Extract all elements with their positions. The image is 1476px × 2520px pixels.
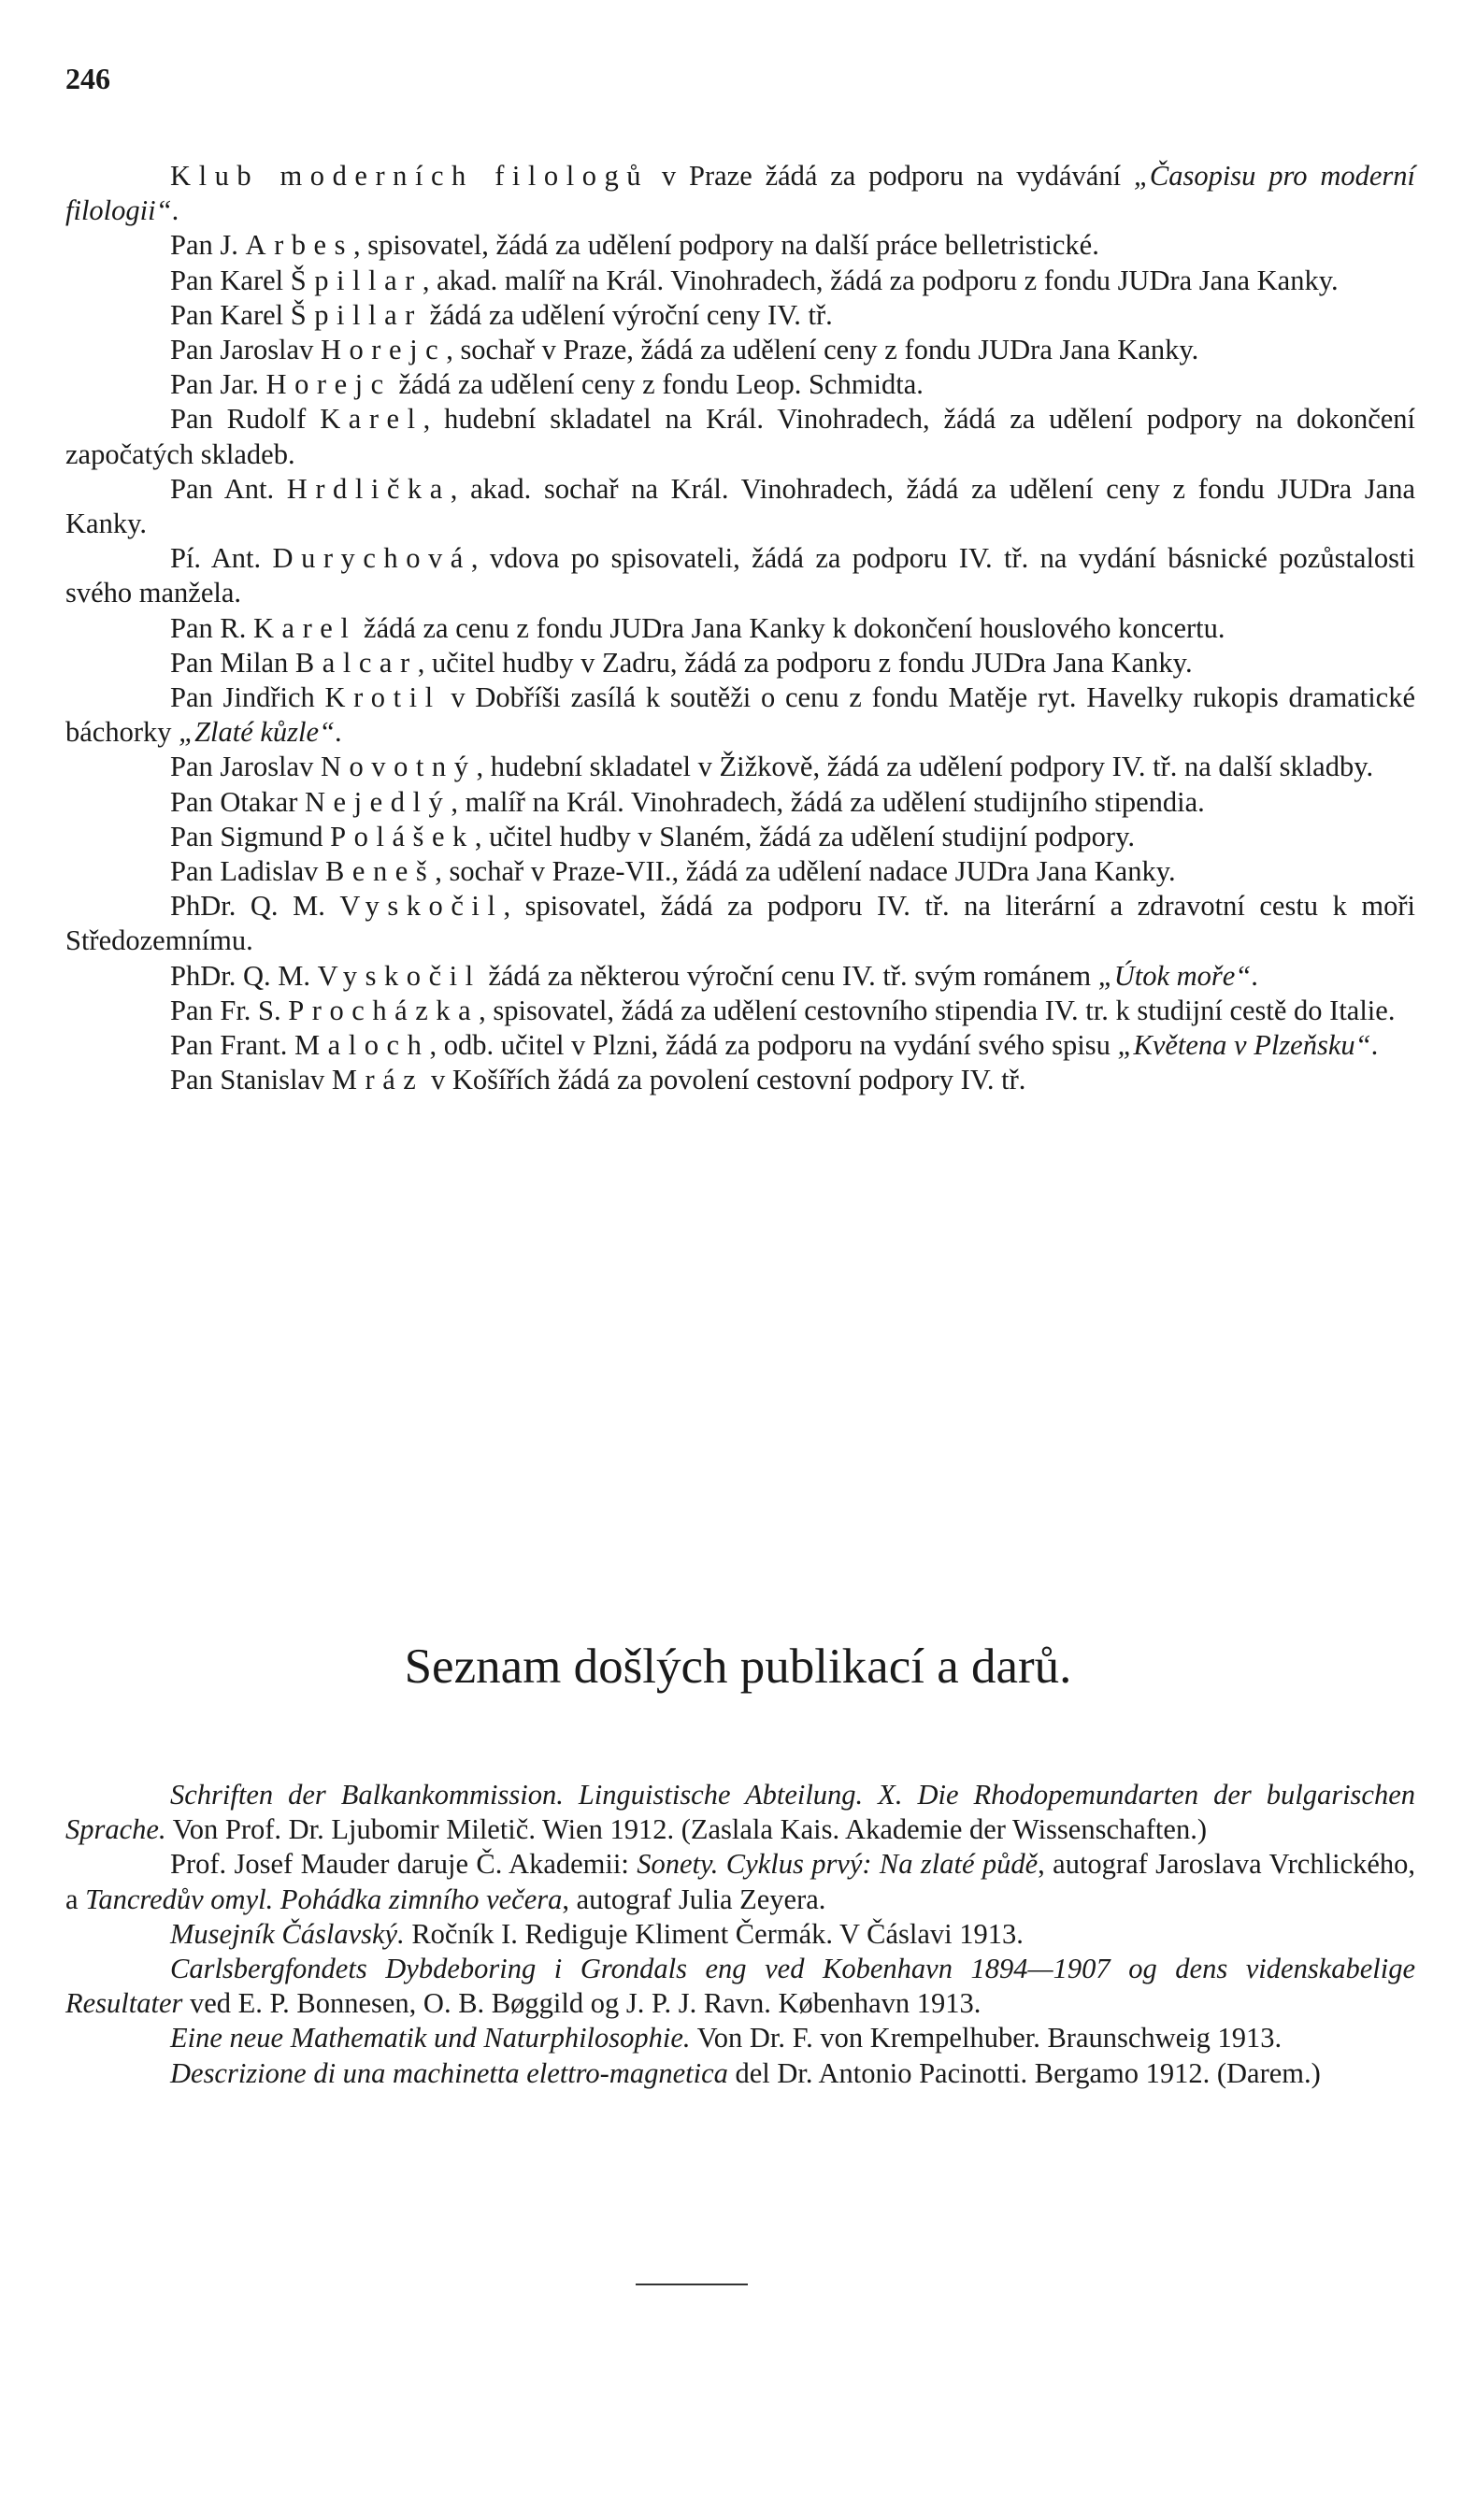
entry-text: Ročník I. Rediguje Kliment Čermák. V Čáslavi 1913. <box>404 1917 1024 1950</box>
entry-text: Pan R. <box>170 611 253 644</box>
entry-text: , učitel hudby v Zadru, žádá za podporu z fondu JUDra Jana Kanky. <box>417 646 1193 679</box>
request-entry <box>65 994 1415 1028</box>
request-entry <box>65 472 1415 541</box>
entry-text: žádá za cenu z fondu JUDra Jana Kanky k dokončení houslového koncertu. <box>356 611 1225 644</box>
entry-text: Pan Fr. S. <box>170 994 289 1026</box>
publication-entry <box>65 1917 1415 1952</box>
title-italic: Tancredův omyl. Pohádka zimního večera <box>85 1883 563 1915</box>
entry-text: . <box>1370 1029 1379 1062</box>
person-name: Procházka <box>288 994 480 1026</box>
title-italic: „Zlaté kůzle“ <box>179 716 336 749</box>
person-name: Nejedlý <box>304 785 451 818</box>
publication-entry <box>65 1952 1415 2021</box>
entry-text: , autograf Julia Zeyera. <box>562 1883 826 1915</box>
title-italic: Musejník Čáslavský. <box>170 1917 405 1950</box>
entry-text: Pan Ladislav <box>170 855 326 888</box>
entry-text: , učitel hudby v Slaném, žádá za udělení studijní podpory. <box>474 820 1135 852</box>
person-name: Horejc <box>265 368 392 401</box>
title-italic: Carlsbergfondets Dybdeboring i Grondals eng ved Kobenhavn 1894—1907 og dens videnskabelige Resultater <box>65 1953 1415 2020</box>
requests-list <box>65 159 1415 1097</box>
person-name: Krotil <box>324 681 441 714</box>
entry-text: Pan J. <box>170 229 246 262</box>
entry-text: Pan Jaroslav <box>170 334 321 366</box>
entry-text: Pan Karel <box>170 298 291 331</box>
title-italic: „Květena v Plzeňsku“ <box>1117 1029 1371 1062</box>
person-name: Karel <box>252 611 357 644</box>
publication-entry <box>65 2021 1415 2055</box>
entry-text: , akad. sochař na Král. Vinohradech, žádá za udělení ceny z fondu JUDra Jana Kanky. <box>65 472 1415 540</box>
person-name: Balcar <box>294 646 418 679</box>
entry-text: . <box>1251 959 1258 992</box>
person-name: Špillar <box>290 298 423 331</box>
section-heading: Seznam došlých publikací a darů. <box>404 1639 1072 1694</box>
person-name: Špillar <box>290 264 423 296</box>
entry-text: v Dobříši zasílá k soutěži o cenu z fondu Matěje ryt. Havelky rukopis dramatické báchorky <box>65 681 1416 749</box>
closing-rule <box>636 2284 748 2285</box>
publication-entry <box>65 1847 1415 1916</box>
request-entry <box>65 541 1415 610</box>
person-name: Mráz <box>331 1064 424 1096</box>
entry-text: Pan Stanislav <box>170 1064 332 1096</box>
person-name: Karel <box>320 403 423 436</box>
person-name: Vyskočil <box>339 890 504 923</box>
entry-text: ved E. P. Bonnesen, O. B. Bøggild og J. P. J. Ravn. København 1913. <box>182 1987 982 2020</box>
entry-text: Pan Jaroslav <box>170 751 321 783</box>
entry-text: , hudební skladatel v Žižkově, žádá za udělení podpory IV. tř. na další skladby. <box>476 751 1374 783</box>
request-entry <box>65 1028 1415 1063</box>
title-italic: Sonety. Cyklus prvý: Na zlaté půdě <box>637 1848 1039 1881</box>
entry-text: del Dr. Antonio Pacinotti. Bergamo 1912. (Darem.) <box>727 2056 1321 2089</box>
title-italic: Descrizione di una machinetta elettro-magnetica <box>170 2056 728 2089</box>
entry-text: žádá za udělení ceny z fondu Leop. Schmidta. <box>391 368 924 401</box>
person-name: Polášek <box>330 820 475 852</box>
request-entry <box>65 1063 1415 1097</box>
request-entry <box>65 264 1415 298</box>
entry-text: , spisovatel, žádá za udělení cestovního stipendia IV. tr. k studijní cestě do Italie. <box>479 994 1396 1026</box>
entry-text: Pan Jar. <box>170 368 266 401</box>
request-entry <box>65 889 1415 958</box>
publication-entry <box>65 1778 1415 1847</box>
entry-text: v Košířích žádá za povolení cestovní podpory IV. tř. <box>423 1064 1026 1096</box>
entry-text: Von Prof. Dr. Ljubomir Miletič. Wien 1912. (Zaslala Kais. Akademie der Wissenschaften.) <box>165 1813 1207 1846</box>
request-entry <box>65 680 1415 750</box>
request-entry <box>65 820 1415 854</box>
publication-entry <box>65 2056 1415 2091</box>
entry-text: Pan Karel <box>170 264 291 296</box>
request-entry <box>65 611 1415 646</box>
request-entry <box>65 959 1415 994</box>
page-number: 246 <box>65 62 110 95</box>
person-name: Beneš <box>325 855 436 888</box>
entry-text: , sochař v Praze, žádá za udělení ceny z fondu JUDra Jana Kanky. <box>446 334 1199 366</box>
entry-text: Pan Frant. <box>170 1029 295 1062</box>
entry-text: Von Dr. F. von Krempelhuber. Braunschweig 1913. <box>690 2022 1283 2055</box>
entry-text: Pan Milan <box>170 646 295 679</box>
entry-text: PhDr. Q. M. <box>170 959 318 992</box>
request-entry <box>65 228 1415 263</box>
entry-text: žádá za některou výroční cenu IV. tř. svým románem <box>480 959 1098 992</box>
entry-text: , autograf Jaroslava Vrchlického, a <box>65 1848 1415 1915</box>
person-name: Vyskočil <box>317 959 481 992</box>
entry-text: , spisovatel, žádá za udělení podpory na další práce belletristické. <box>353 229 1099 262</box>
person-name: Klub moderních filologů <box>170 160 650 192</box>
person-name: Durychová <box>272 542 471 575</box>
entry-text: Prof. Josef Mauder daruje Č. Akademii: <box>170 1848 638 1881</box>
title-italic: „Útok moře“ <box>1097 959 1252 992</box>
entry-text: , spisovatel, žádá za podporu IV. tř. na literární a zdravotní cestu k moři Středozemnímu. <box>65 890 1415 957</box>
entry-text: , odb. učitel v Plzni, žádá za podporu na vydání svého spisu <box>429 1029 1118 1062</box>
person-name: Maloch <box>294 1029 430 1062</box>
request-entry <box>65 298 1415 333</box>
request-entry <box>65 750 1415 784</box>
request-entry <box>65 785 1415 820</box>
entry-text: Pan Ant. <box>170 472 287 505</box>
request-entry <box>65 646 1415 680</box>
entry-text: Pan Jindřich <box>170 681 325 714</box>
entry-text: , malíř na Král. Vinohradech, žádá za udělení studijního stipendia. <box>451 785 1205 818</box>
entry-text: , hudební skladatel na Král. Vinohradech, žádá za udělení podpory na dokončení započatých skladeb. <box>65 403 1415 470</box>
entry-text: Pan Sigmund <box>170 820 331 852</box>
entry-text: . <box>335 716 342 749</box>
request-entry <box>65 159 1415 228</box>
person-name: Hrdlička <box>286 472 451 505</box>
entry-text: Pan Rudolf <box>170 403 321 436</box>
entry-text: , vdova po spisovateli, žádá za podporu IV. tř. na vydání básnické pozůstalosti svého manžela. <box>65 542 1415 609</box>
entry-text: . <box>171 194 179 227</box>
title-italic: Eine neue Mathematik und Naturphilosophie. <box>170 2022 691 2055</box>
title-italic: „Časopisu pro moderní filologii“ <box>65 160 1415 227</box>
entry-text: , sochař v Praze-VII., žádá za udělení nadace JUDra Jana Kanky. <box>435 855 1176 888</box>
entry-text: PhDr. Q. M. <box>170 890 340 923</box>
request-entry <box>65 367 1415 402</box>
request-entry <box>65 402 1415 471</box>
entry-text: v Praze žádá za podporu na vydávání <box>649 160 1134 192</box>
title-italic: Schriften der Balkankommission. Linguistische Abteilung. X. Die Rhodopemundarten der bulgarischen Sprache. <box>65 1779 1415 1846</box>
person-name: Novotný <box>320 751 477 783</box>
entry-text: , akad. malíř na Král. Vinohradech, žádá za podporu z fondu JUDra Jana Kanky. <box>422 264 1339 296</box>
entry-text: Pan Otakar <box>170 785 305 818</box>
entry-text: Pí. Ant. <box>170 542 273 575</box>
request-entry <box>65 854 1415 889</box>
entry-text: žádá za udělení výroční ceny IV. tř. <box>422 298 833 331</box>
publications-list <box>65 1778 1415 2091</box>
request-entry <box>65 333 1415 367</box>
person-name: Horejc <box>320 334 447 366</box>
person-name: Arbes <box>245 229 354 262</box>
